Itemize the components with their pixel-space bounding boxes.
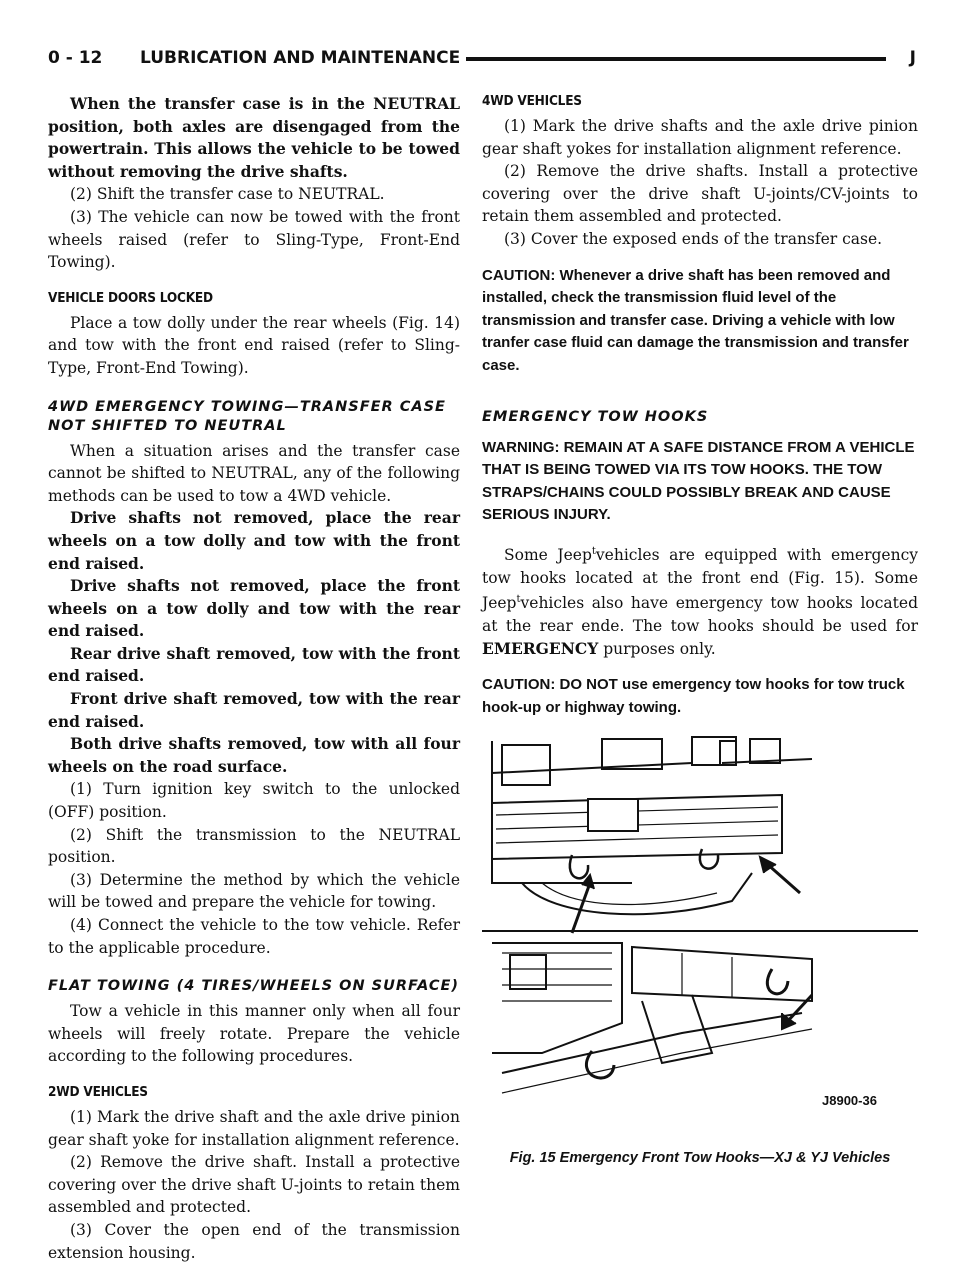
method-1: Drive shafts not removed, place the rear wheels on a tow dolly and tow with the front end raised. — [48, 508, 460, 573]
heading-4wd-emergency: 4WD EMERGENCY TOWING—TRANSFER CASE NOT SHIFTED TO NEUTRAL — [48, 398, 446, 434]
method-4: Front drive shaft removed, tow with the rear end raised. — [48, 689, 460, 731]
2wd-step-3: (3) Cover the open end of the transmission extension housing. — [48, 1220, 460, 1262]
caution-drive-shaft: CAUTION: Whenever a drive shaft has been removed and installed, check the transmission fluid level of the transmission and transfer case. Driving a vehicle with low tranfer case fluid can damage the transmission and transfer case. — [482, 266, 909, 374]
flat-paragraph: Tow a vehicle in this manner only when all four wheels will freely rotate. Prepare the vehicle according to the following procedures. — [48, 1002, 460, 1066]
2wd-step-1: (1) Mark the drive shaft and the axle drive pinion gear shaft yoke for installation alignment reference. — [48, 1107, 460, 1149]
page-number: 0 - 12 — [48, 48, 103, 68]
4wd-step-1: (1) Mark the drive shafts and the axle drive pinion gear shaft yokes for installation alignment reference. — [482, 117, 918, 158]
heading-tow-hooks: EMERGENCY TOW HOOKS — [482, 408, 709, 425]
emergency-step-4: (4) Connect the vehicle to the tow vehicle. Refer to the applicable procedure. — [48, 916, 460, 957]
2wd-step-2: (2) Remove the drive shaft. Install a protective covering over the drive shaft U-joints to retain them assembled and protected. — [48, 1153, 460, 1217]
registered-mark: t — [591, 545, 596, 557]
figure-code: J8900-36 — [822, 1093, 877, 1109]
emergency-step-1: (1) Turn ignition key switch to the unlocked (OFF) position. — [48, 780, 460, 822]
method-5: Both drive shafts removed, tow with all four wheels on the road surface. — [48, 734, 460, 776]
neutral-paragraph: When the transfer case is in the NEUTRAL position, both axles are disengaged from the powertrain. This allows the vehicle to be towed without removing the drive shafts. — [48, 94, 460, 181]
header-rule — [466, 57, 886, 61]
hooks-paragraph — [482, 541, 918, 660]
section-title: LUBRICATION AND MAINTENANCE — [140, 48, 461, 68]
method-3: Rear drive shaft removed, tow with the front end raised. — [48, 643, 460, 686]
heading-flat-towing: FLAT TOWING (4 TIRES/WHEELS ON SURFACE) — [48, 978, 460, 995]
caution-tow-hooks: CAUTION: DO NOT use emergency tow hooks for tow truck hook-up or highway towing. — [482, 676, 905, 716]
left-column — [48, 93, 460, 1264]
step-3: (3) The vehicle can now be towed with the front wheels raised (refer to Sling-Type, Front-End Towing). — [48, 207, 460, 272]
doors-paragraph: Place a tow dolly under the rear wheels (Fig. 14) and tow with the front end raised (refer to Sling-Type, Front-End Towing). — [48, 313, 460, 377]
figure-tow-hooks — [482, 733, 918, 1168]
emergency-step-2: (2) Shift the transmission to the NEUTRAL position. — [48, 825, 460, 867]
heading-4wd: 4WD VEHICLES — [482, 93, 582, 109]
hooks-text-c: vehicles also have emergency tow hooks located at the rear ende. The tow hooks should be used for — [482, 594, 918, 635]
heading-doors-locked: VEHICLE DOORS LOCKED — [48, 289, 213, 306]
situation-paragraph: When a situation arises and the transfer case cannot be shifted to NEUTRAL, any of the following methods can be used to tow a 4WD vehicle. — [48, 441, 460, 505]
4wd-step-2: (2) Remove the drive shafts. Install a protective covering over the drive shaft U-joints/CV-joints to retain them assembled and protected. — [482, 162, 918, 226]
header-letter: J — [909, 48, 916, 68]
hooks-text-a: Some Jeep — [504, 546, 592, 565]
method-2: Drive shafts not removed, place the front wheels on a tow dolly and tow with the rear end raised. — [48, 576, 460, 641]
right-column — [482, 93, 918, 1168]
hooks-text-b: vehicles are equipped with emergency tow hooks located at the front end (Fig. 15). Some Jeep — [482, 546, 919, 613]
tow-hooks-illustration — [482, 733, 918, 1143]
hooks-text-d: purposes only. — [603, 639, 716, 658]
figure-caption: Fig. 15 Emergency Front Tow Hooks—XJ & YJ Vehicles — [509, 1150, 891, 1167]
emergency-step-3: (3) Determine the method by which the vehicle will be towed and prepare the vehicle for towing. — [48, 870, 460, 912]
hooks-emergency-bold: EMERGENCY — [482, 638, 599, 658]
warning-tow-hooks: WARNING: REMAIN AT A SAFE DISTANCE FROM A VEHICLE THAT IS BEING TOWED VIA ITS TOW HOOKS. THE TOW STRAPS/CHAINS COULD POSSIBLY BREAK AND CAUSE SERIOUS INJURY. — [482, 438, 915, 524]
page-header — [48, 44, 916, 76]
step-2: (2) Shift the transfer case to NEUTRAL. — [70, 185, 385, 204]
registered-mark: t — [516, 594, 521, 606]
4wd-step-3: (3) Cover the exposed ends of the transfer case. — [504, 229, 883, 248]
heading-2wd: 2WD VEHICLES — [48, 1083, 148, 1100]
